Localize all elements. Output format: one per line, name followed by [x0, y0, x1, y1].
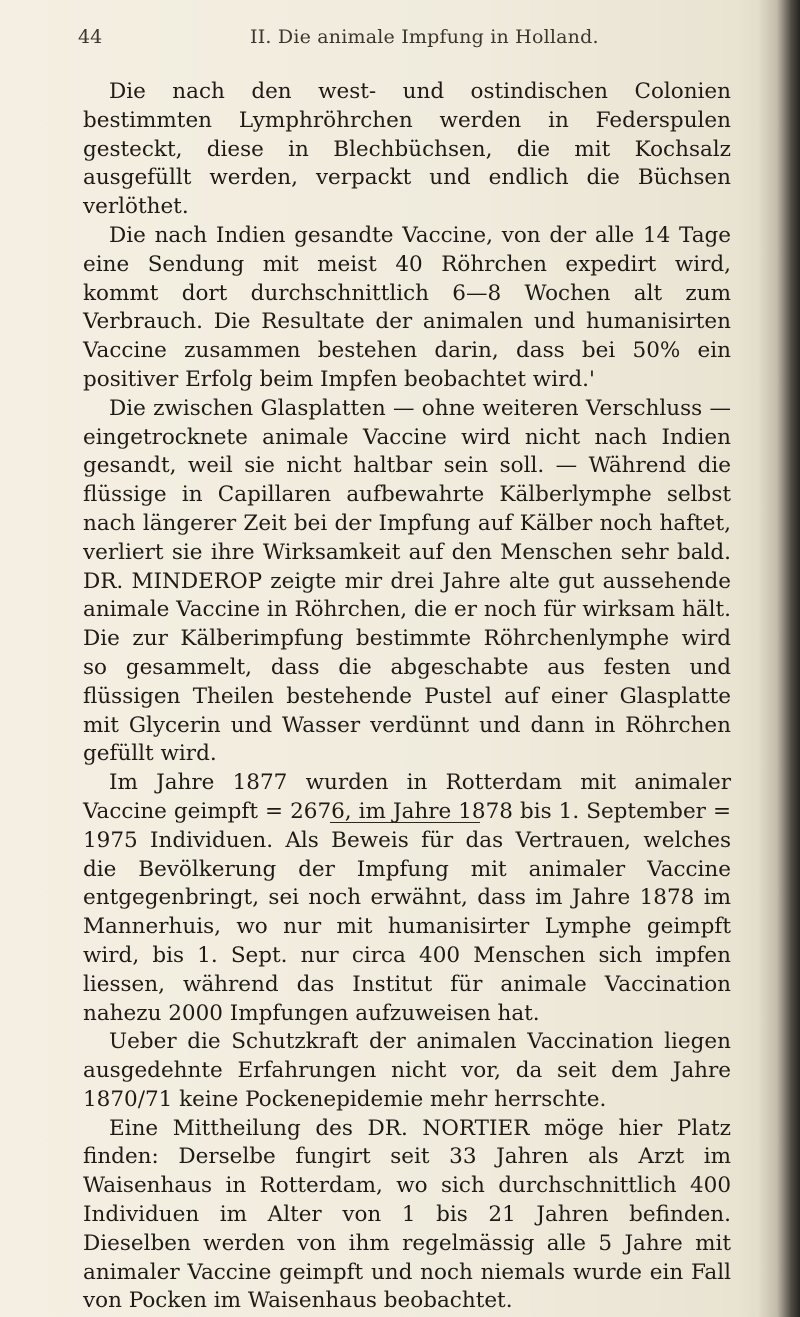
running-title: II. Die animale Impfung in Holland.	[250, 26, 599, 48]
paragraph: Die nach den west- und ostindischen Colonien bestimmten Lymphröhrchen werden in Federspulen gesteckt, diese in Blechbüchsen, die mit Kochsalz ausgefüllt werden, verpackt und endlich die Büchsen verlöthet.	[83, 79, 731, 220]
page-number: 44	[78, 26, 103, 48]
body-text	[83, 78, 731, 1316]
paragraph: Die zwischen Glasplatten — ohne weiteren Verschluss — eingetrocknete animale Vaccine wird nicht nach Indien gesandt, weil sie nicht haltbar sein soll. — Während die flüssige in Capillaren aufbewahrte Kälberlymphe selbst nach längerer Zeit bei der Impfung auf Kälber noch haftet, verliert sie ihre Wirksamkeit auf den Menschen sehr bald. DR. MINDEROP zeigte mir drei Jahre alte gut aussehende animale Vaccine in Röhrchen, die er noch für wirksam hält. Die zur Kälberimpfung bestimmte Röhrchenlymphe wird so gesammelt, dass die abgeschabte aus festen und flüssigen Theilen bestehende Pustel auf einer Glasplatte mit Glycerin und Wasser verdünnt und dann in Röhrchen gefüllt wird.	[83, 395, 731, 767]
page-header	[78, 26, 733, 56]
paragraph: Im Jahre 1877 wurden in Rotterdam mit animaler Vaccine geimpft = 2676, im Jahre 1878 bis 1. September = 1975 Individuen. Als Beweis für das Vertrauen, welches die Bevölkerung der Impfung mit animaler Vaccine entgegenbringt, sei noch erwähnt, dass im Jahre 1878 im Mannerhuis, wo nur mit humanisirter Lymphe geimpft wird, bis 1. Sept. nur circa 400 Menschen sich impfen liessen, während das Institut für animale Vaccination nahezu 2000 Impfungen aufzuweisen hat.	[83, 770, 731, 1026]
section-end-rule	[330, 822, 480, 823]
paragraph: Die nach Indien gesandte Vaccine, von der alle 14 Tage eine Sendung mit meist 40 Röhrchen expedirt wird, kommt dort durchschnittlich 6—8 Wochen alt zum Verbrauch. Die Resultate der animalen und humanisirten Vaccine zusammen bestehen darin, dass bei 50% ein positiver Erfolg beim Impfen beobachtet wird.'	[83, 222, 731, 392]
paragraph: Ueber die Schutzkraft der animalen Vaccination liegen ausgedehnte Erfahrungen nicht vor, da seit dem Jahre 1870/71 keine Pockenepidemie mehr herrschte.	[83, 1029, 731, 1112]
paragraph: Eine Mittheilung des DR. NORTIER möge hier Platz finden: Derselbe fungirt seit 33 Jahren als Arzt im Waisenhaus in Rotterdam, wo sich durchschnittlich 400 Individuen im Alter von 1 bis 21 Jahren befinden. Dieselben werden von ihm regelmässig alle 5 Jahre mit animaler Vaccine geimpft und noch niemals wurde ein Fall von Pocken im Waisenhaus beobachtet.	[83, 1115, 731, 1314]
binding-edge-shadow	[758, 0, 800, 1317]
